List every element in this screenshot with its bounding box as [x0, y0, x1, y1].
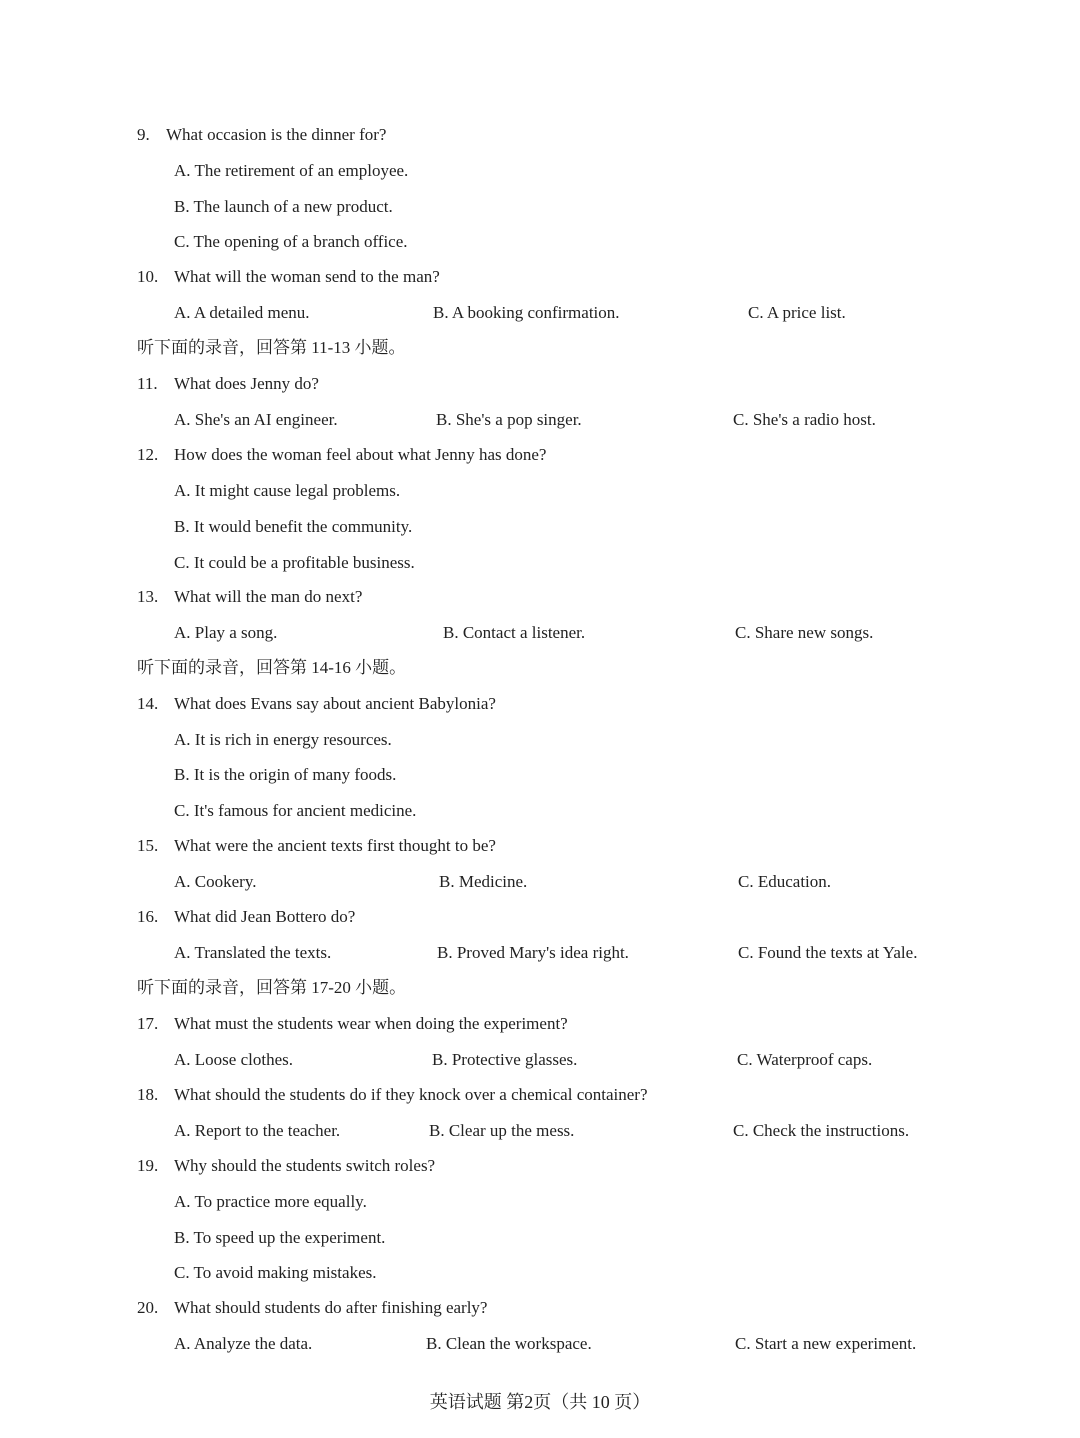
question-text: What were the ancient texts first thought to be? [174, 836, 496, 855]
option-a: A. Analyze the data. [174, 1334, 313, 1353]
option-a: A. She's an AI engineer. [174, 410, 338, 429]
option-c: C. Share new songs. [735, 623, 874, 642]
option-a: A. The retirement of an employee. [174, 161, 409, 180]
option-c: C. Start a new experiment. [735, 1334, 917, 1353]
section-instruction: 听下面的录音，回答第 17-20 小题。 [137, 978, 407, 997]
option-c: C. The opening of a branch office. [174, 232, 408, 251]
option-c: C. It could be a profitable business. [174, 553, 415, 572]
option-a: A. Translated the texts. [174, 943, 332, 962]
question-text: How does the woman feel about what Jenny has done? [174, 445, 547, 464]
option-c: C. A price list. [748, 303, 846, 322]
question-number: 12. [137, 445, 159, 464]
option-a: A. It might cause legal problems. [174, 481, 401, 500]
option-b: B. It is the origin of many foods. [174, 765, 397, 784]
question-number: 11. [137, 374, 158, 393]
page-footer: 英语试题 第2页（共 10 页） [429, 1392, 651, 1412]
question-text: What will the woman send to the man? [174, 267, 440, 286]
question-text: What should students do after finishing early? [174, 1298, 488, 1317]
question-text: What did Jean Bottero do? [174, 907, 356, 926]
question-text: What does Evans say about ancient Babylonia? [174, 694, 496, 713]
option-b: B. It would benefit the community. [174, 517, 413, 536]
option-a: A. It is rich in energy resources. [174, 730, 392, 749]
option-c: C. Education. [738, 872, 832, 891]
question-text: What should the students do if they knock over a chemical container? [174, 1085, 648, 1104]
question-number: 9. [137, 125, 150, 144]
option-b: B. To speed up the experiment. [174, 1228, 386, 1247]
section-instruction: 听下面的录音，回答第 14-16 小题。 [137, 658, 407, 677]
question-number: 17. [137, 1014, 159, 1033]
option-b: B. Clear up the mess. [429, 1121, 575, 1140]
question-number: 18. [137, 1085, 159, 1104]
question-number: 13. [137, 587, 159, 606]
question-text: What occasion is the dinner for? [166, 125, 387, 144]
option-a: A. Loose clothes. [174, 1050, 293, 1069]
question-number: 19. [137, 1156, 159, 1175]
option-a: A. Report to the teacher. [174, 1121, 341, 1140]
question-number: 14. [137, 694, 159, 713]
question-text: What must the students wear when doing the experiment? [174, 1014, 568, 1033]
option-a: A. To practice more equally. [174, 1192, 367, 1211]
option-b: B. Proved Mary's idea right. [437, 943, 629, 962]
question-number: 10. [137, 267, 159, 286]
option-c: C. It's famous for ancient medicine. [174, 801, 417, 820]
option-a: A. A detailed menu. [174, 303, 310, 322]
option-b: B. She's a pop singer. [436, 410, 582, 429]
option-c: C. Check the instructions. [733, 1121, 910, 1140]
question-number: 16. [137, 907, 159, 926]
section-instruction: 听下面的录音，回答第 11-13 小题。 [137, 338, 406, 357]
option-c: C. To avoid making mistakes. [174, 1263, 377, 1282]
question-number: 15. [137, 836, 159, 855]
option-b: B. Protective glasses. [432, 1050, 578, 1069]
option-b: B. Medicine. [439, 872, 528, 891]
question-text: Why should the students switch roles? [174, 1156, 436, 1175]
option-b: B. The launch of a new product. [174, 197, 393, 216]
option-b: B. A booking confirmation. [433, 303, 620, 322]
option-a: A. Cookery. [174, 872, 257, 891]
question-number: 20. [137, 1298, 159, 1317]
option-a: A. Play a song. [174, 623, 278, 642]
option-c: C. Found the texts at Yale. [738, 943, 918, 962]
option-c: C. She's a radio host. [733, 410, 876, 429]
option-c: C. Waterproof caps. [737, 1050, 873, 1069]
question-text: What does Jenny do? [174, 374, 319, 393]
option-b: B. Contact a listener. [443, 623, 586, 642]
option-b: B. Clean the workspace. [426, 1334, 592, 1353]
question-text: What will the man do next? [174, 587, 363, 606]
